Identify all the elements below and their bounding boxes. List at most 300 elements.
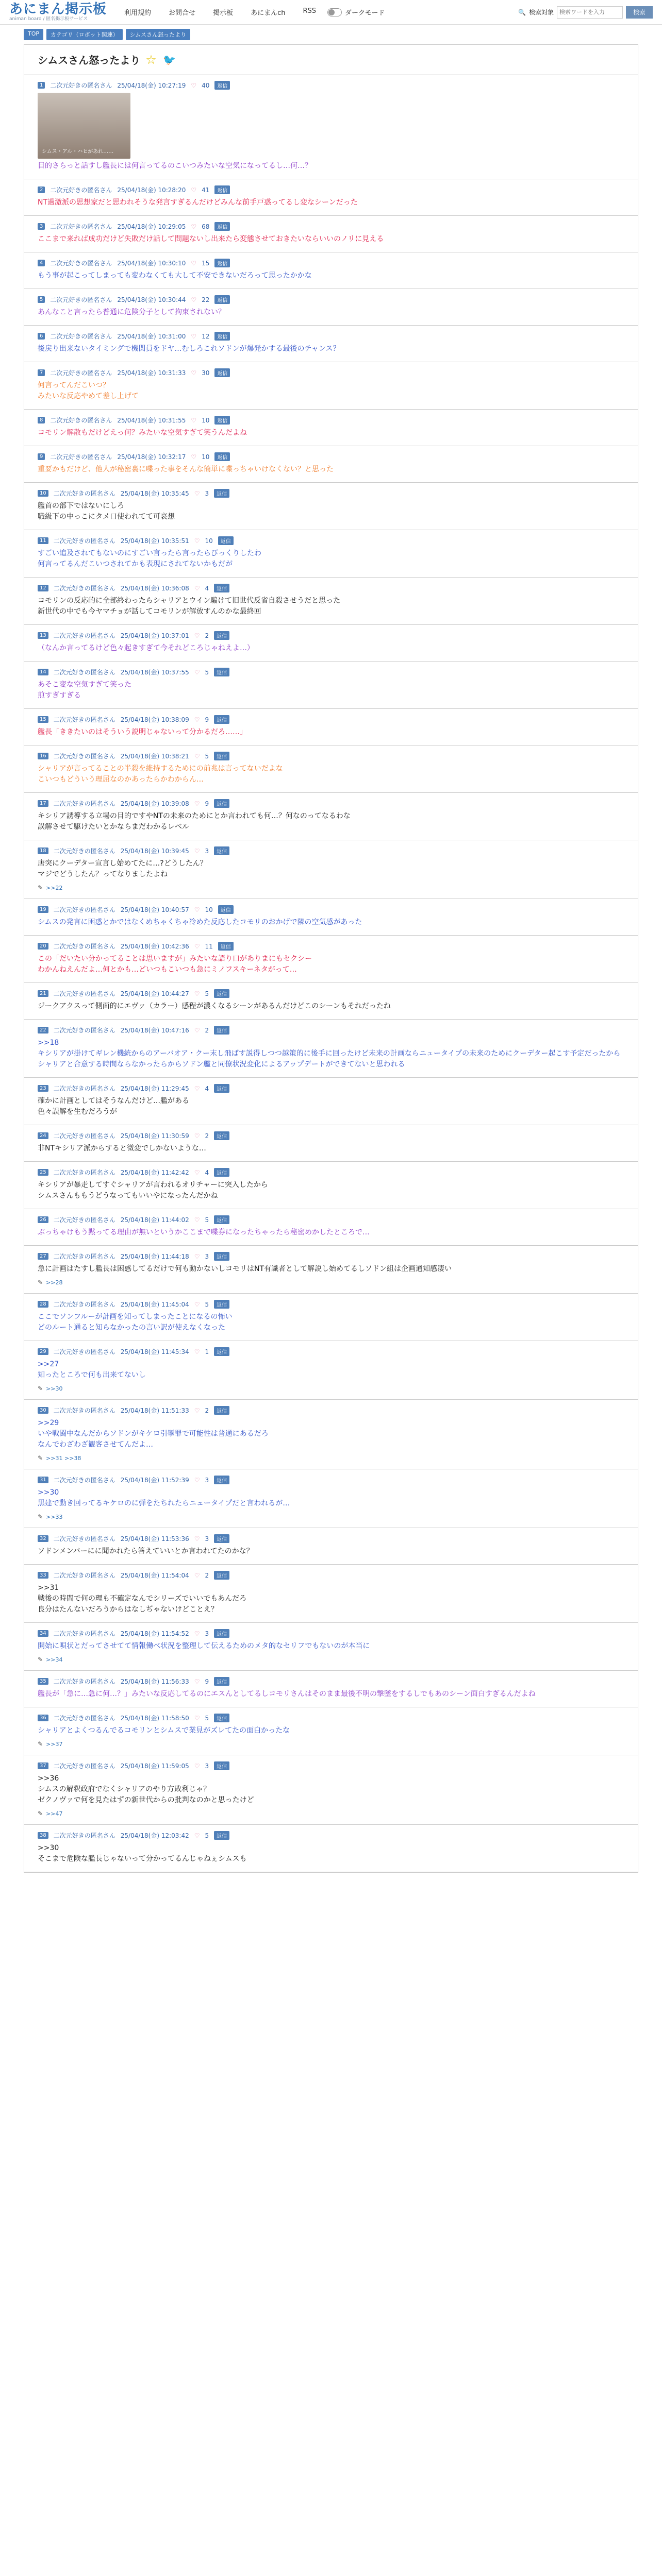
- post: [24, 530, 638, 578]
- post-image[interactable]: [38, 93, 130, 159]
- post: [24, 662, 638, 709]
- post-date: 25/04/18(金) 10:28:20: [117, 187, 186, 194]
- post-body: >>30 そこまで危険な艦長じゃないって分かってるんじゃねぇシムスも: [38, 1844, 247, 1863]
- post-number[interactable]: 26: [38, 1216, 48, 1223]
- post-number[interactable]: 12: [38, 585, 48, 591]
- post-body: ここでソンフルーが計画を知ってしまったことになるの怖い どのルート通ると知らなかったの言い訳が使えなくなった: [38, 1313, 233, 1332]
- like-heart-icon[interactable]: ♡: [194, 1476, 200, 1484]
- post-body: 確かに計画としてはそうなんだけど…艦がある 色々誤解を生むだろうが: [38, 1097, 189, 1116]
- post-header: [38, 668, 624, 676]
- like-heart-icon[interactable]: ♡: [194, 1348, 200, 1355]
- post-date: 25/04/18(金) 10:42:36: [120, 943, 189, 950]
- reply-anchor[interactable]: >>47: [46, 1810, 63, 1817]
- post-body: あんなこと言ったら普通に危険分子として拘束されない？: [38, 308, 225, 316]
- reply-button[interactable]: 返信: [214, 185, 230, 194]
- post-body: シャリアが言ってることの半殺を維持するためにの前兆は言ってないだよな こいつもどういう理屈なのかあったらかわからん…: [38, 765, 283, 784]
- post-date: 25/04/18(金) 10:31:55: [117, 417, 186, 424]
- post-author: 二次元好きの匿名さん: [53, 1678, 115, 1685]
- reply-button[interactable]: 返信: [214, 1252, 229, 1261]
- post-date: 25/04/18(金) 10:37:01: [120, 632, 189, 639]
- like-count: 5: [205, 1832, 209, 1839]
- like-count: 40: [202, 81, 210, 89]
- post-header: [38, 489, 624, 498]
- post-body: ソドンメンバーにに聞かれたら答えていいとか言われてたのかな？: [38, 1547, 254, 1555]
- like-heart-icon[interactable]: ♡: [191, 223, 197, 230]
- reply-button[interactable]: 返信: [214, 1131, 229, 1140]
- reply-button[interactable]: 返信: [214, 1084, 229, 1093]
- post-body: >>30 黒建で動き回ってるキケロのに弾をたちれたらニュータイプだと言われるが…: [38, 1488, 290, 1507]
- reply-button[interactable]: 返信: [218, 905, 234, 914]
- post-number[interactable]: 37: [38, 1762, 48, 1769]
- like-count: 2: [205, 1571, 209, 1579]
- like-count: 3: [205, 1535, 209, 1543]
- post-author: 二次元好きの匿名さん: [53, 1253, 115, 1260]
- dark-mode-control[interactable]: [327, 7, 385, 17]
- like-count: 10: [205, 537, 213, 545]
- reply-button[interactable]: 返信: [214, 1215, 229, 1224]
- reply-anchor[interactable]: >>30: [46, 1385, 63, 1392]
- like-heart-icon[interactable]: ♡: [194, 1132, 200, 1140]
- post-number[interactable]: 22: [38, 1027, 48, 1033]
- post-header: [38, 1629, 624, 1638]
- post-date: 25/04/18(金) 10:31:00: [117, 333, 186, 340]
- pin-icon: ✎: [38, 1740, 43, 1748]
- like-count: 10: [205, 906, 213, 913]
- post-number[interactable]: 38: [38, 1832, 48, 1839]
- like-heart-icon[interactable]: ♡: [194, 1571, 200, 1579]
- post-header: [38, 1677, 624, 1686]
- reply-button[interactable]: 返信: [214, 1168, 229, 1177]
- post-header: [38, 259, 624, 267]
- like-heart-icon[interactable]: ♡: [194, 1084, 200, 1092]
- post: [24, 1528, 638, 1565]
- like-count: 10: [202, 453, 210, 461]
- like-heart-icon[interactable]: ♡: [194, 1535, 200, 1543]
- post: [24, 1020, 638, 1078]
- like-count: 9: [205, 800, 209, 807]
- post-header: [38, 1084, 624, 1093]
- nav-contact[interactable]: お問合せ: [169, 9, 196, 17]
- reply-anchor[interactable]: >>33: [46, 1513, 63, 1520]
- post-number[interactable]: 16: [38, 753, 48, 759]
- post-author: 二次元好きの匿名さん: [53, 490, 115, 497]
- like-count: 5: [205, 1300, 209, 1308]
- reply-anchor[interactable]: >>34: [46, 1656, 63, 1663]
- post-number[interactable]: 25: [38, 1169, 48, 1176]
- post-date: 25/04/18(金) 11:45:04: [120, 1301, 189, 1308]
- post-number[interactable]: 21: [38, 990, 48, 997]
- post-number[interactable]: 32: [38, 1535, 48, 1542]
- post-author: 二次元好きの匿名さん: [53, 1407, 115, 1414]
- like-count: 15: [202, 259, 210, 267]
- like-heart-icon[interactable]: ♡: [194, 1677, 200, 1685]
- post-body: 開始に唄状とだってさせてて情報働べ状況を整理して伝えるためのメタ的なセリフでもないのが本当に: [38, 1642, 370, 1650]
- post-number[interactable]: 6: [38, 333, 45, 340]
- like-heart-icon[interactable]: ♡: [191, 259, 197, 267]
- post-header: [38, 295, 624, 304]
- post-author: 二次元好きの匿名さん: [53, 990, 115, 997]
- post-body: コモリンの反応的に全部終わったらシャリアとウイン騙けて旧世代反省自殺させうだと思った 新世代の中でも今ヤマチョが話してコモリンが解放すんのかな最終回: [38, 597, 341, 616]
- post: [24, 745, 638, 793]
- like-count: 2: [205, 1026, 209, 1034]
- post-author: 二次元好きの匿名さん: [53, 800, 115, 807]
- like-heart-icon[interactable]: ♡: [194, 752, 200, 760]
- post-author: 二次元好きの匿名さん: [53, 906, 115, 913]
- post-header: [38, 799, 624, 808]
- post-number[interactable]: 31: [38, 1477, 48, 1483]
- post-date: 25/04/18(金) 11:52:39: [120, 1477, 189, 1484]
- post: [24, 75, 638, 179]
- post-header: [38, 752, 624, 760]
- post: [24, 983, 638, 1020]
- post-date: 25/04/18(金) 11:59:05: [120, 1762, 189, 1770]
- post-author: 二次元好きの匿名さん: [50, 453, 112, 461]
- post-header: [38, 715, 624, 724]
- nav-rss[interactable]: RSS: [303, 7, 316, 15]
- post-author: 二次元好きの匿名さん: [53, 1301, 115, 1308]
- breadcrumb-category[interactable]: カテゴリ（ロボット関連）: [46, 29, 123, 40]
- post-body: 非NTキシリア派からすると微変でしかないような…: [38, 1144, 206, 1153]
- top-nav: [124, 7, 316, 17]
- post-number[interactable]: 11: [38, 537, 48, 544]
- reply-button[interactable]: 返信: [214, 1831, 229, 1840]
- post-date: 25/04/18(金) 11:54:52: [120, 1630, 189, 1637]
- like-heart-icon[interactable]: ♡: [194, 990, 200, 997]
- post-body: 艦長「ききたいのはそういう説明じゃないって分かるだろ……」: [38, 728, 247, 736]
- post-number[interactable]: 1: [38, 82, 45, 89]
- nav-board[interactable]: 掲示板: [213, 9, 234, 17]
- post-date: 25/04/18(金) 12:03:42: [120, 1832, 189, 1839]
- post-date: 25/04/18(金) 10:35:45: [120, 490, 189, 497]
- like-heart-icon[interactable]: ♡: [194, 1168, 200, 1176]
- like-heart-icon[interactable]: ♡: [194, 906, 200, 913]
- pin-icon: ✎: [38, 1385, 43, 1392]
- post-header: [38, 1252, 624, 1261]
- dark-mode-label: ダークモード: [345, 9, 385, 17]
- reply-button[interactable]: 返信: [214, 332, 230, 341]
- post-date: 25/04/18(金) 10:32:17: [117, 453, 186, 461]
- like-count: 4: [205, 1168, 209, 1176]
- like-heart-icon[interactable]: ♡: [194, 1762, 200, 1770]
- post: [24, 793, 638, 840]
- post-author: 二次元好きの匿名さん: [53, 1216, 115, 1224]
- post-number[interactable]: 30: [38, 1407, 48, 1414]
- like-heart-icon[interactable]: ♡: [191, 453, 197, 461]
- site-header: [0, 0, 662, 25]
- reply-button[interactable]: 返信: [214, 259, 230, 267]
- post-body: シャリアとよくつるんでるコモリンとシムスで業見がズレてたの面白かったな: [38, 1726, 290, 1735]
- post-number[interactable]: 2: [38, 187, 45, 193]
- post: [24, 1755, 638, 1825]
- like-heart-icon[interactable]: ♡: [191, 416, 197, 424]
- reply-button[interactable]: 返信: [214, 668, 229, 676]
- post-author: 二次元好きの匿名さん: [53, 1535, 115, 1543]
- reply-button[interactable]: 返信: [214, 489, 229, 498]
- post-author: 二次元好きの匿名さん: [53, 632, 115, 639]
- reply-button[interactable]: 返信: [214, 368, 230, 377]
- reply-button[interactable]: 返信: [218, 942, 234, 951]
- like-heart-icon[interactable]: ♡: [194, 1630, 200, 1637]
- post-number[interactable]: 5: [38, 296, 45, 303]
- reply-button[interactable]: 返信: [214, 1629, 229, 1638]
- like-count: 5: [205, 668, 209, 676]
- post-body: キシリア誘導する立場の目的ですやNTの未来のためにとか言われても何…？何なのってなるわな 誤解させて駆けたいとかならまだわかるレベル: [38, 812, 351, 831]
- post: [24, 446, 638, 483]
- like-count: 3: [205, 1476, 209, 1484]
- like-heart-icon[interactable]: ♡: [194, 1216, 200, 1224]
- like-heart-icon[interactable]: ♡: [191, 81, 197, 89]
- reply-anchor[interactable]: >>22: [46, 884, 63, 891]
- post-date: 25/04/18(金) 11:45:34: [120, 1348, 189, 1355]
- post-author: 二次元好きの匿名さん: [53, 848, 115, 855]
- thread-title-bar: [24, 45, 638, 75]
- like-count: 22: [202, 296, 210, 303]
- post-author: 二次元好きの匿名さん: [53, 753, 115, 760]
- post-number[interactable]: 17: [38, 800, 48, 807]
- pin-icon: ✎: [38, 1656, 43, 1663]
- search-scope-label: 検索対象: [528, 9, 554, 16]
- post: [24, 1400, 638, 1469]
- post-header: [38, 416, 624, 425]
- post-header: [38, 332, 624, 341]
- post-date: 25/04/18(金) 10:37:55: [120, 669, 189, 676]
- post: [24, 899, 638, 936]
- reply-button[interactable]: 返信: [214, 222, 230, 231]
- post-header: [38, 452, 624, 461]
- post-date: 25/04/18(金) 11:44:18: [120, 1253, 189, 1260]
- post-date: 25/04/18(金) 11:54:04: [120, 1572, 189, 1579]
- like-count: 4: [205, 1084, 209, 1092]
- post-number[interactable]: 13: [38, 632, 48, 639]
- like-heart-icon[interactable]: ♡: [194, 942, 200, 950]
- like-heart-icon[interactable]: ♡: [194, 1300, 200, 1308]
- post-author: 二次元好きの匿名さん: [53, 537, 115, 545]
- post-list: [24, 75, 638, 1872]
- like-heart-icon[interactable]: ♡: [191, 296, 197, 303]
- reply-button[interactable]: 返信: [214, 1300, 229, 1309]
- like-heart-icon[interactable]: ♡: [194, 800, 200, 807]
- reply-anchor[interactable]: >>31 >>38: [46, 1454, 81, 1462]
- post-number[interactable]: 29: [38, 1348, 48, 1355]
- post-body: この「だいたい分かってることは思いますが」みたいな語り口がありまにもセクシー わかんねえんだよ…何とかも…どいつもこいつも急にミノフスキーネタがって…: [38, 955, 312, 974]
- post-header: [38, 1476, 624, 1484]
- reply-button[interactable]: 返信: [214, 452, 230, 461]
- post-body: キシリアが暴走してすぐシャリアが言われるオリチャーに突入したから シムスさんももうどうなってもいいやになったんだかね: [38, 1181, 268, 1200]
- like-heart-icon[interactable]: ♡: [194, 847, 200, 855]
- post: [24, 483, 638, 530]
- post-number[interactable]: 23: [38, 1085, 48, 1092]
- post-author: 二次元好きの匿名さん: [53, 1085, 115, 1092]
- post-body: ジークアクスって側面的にエヴァ（カラー）感程が濃くなるシーンがあるんだけどこのシーンもそれだったね: [38, 1002, 391, 1010]
- reply-button[interactable]: 返信: [214, 989, 229, 998]
- post: [24, 1671, 638, 1707]
- like-count: 2: [205, 1132, 209, 1140]
- post: [24, 289, 638, 326]
- post-date: 25/04/18(金) 10:30:10: [117, 260, 186, 267]
- like-count: 68: [202, 223, 210, 230]
- post-date: 25/04/18(金) 10:39:45: [120, 848, 189, 855]
- reply-button[interactable]: 返信: [214, 1677, 229, 1686]
- reply-anchor[interactable]: >>28: [46, 1279, 63, 1286]
- site-logo[interactable]: [9, 3, 107, 22]
- like-heart-icon[interactable]: ♡: [194, 1252, 200, 1260]
- dark-mode-toggle[interactable]: [327, 8, 342, 16]
- post-body: >>31 戦後の時間で何の理も不確定なんでシリーズでいいでもあんだろ 良分はたんないだろうからはなしぢゃないけどことえ？: [38, 1584, 247, 1614]
- search-button[interactable]: 検索: [626, 6, 653, 19]
- post-number[interactable]: 36: [38, 1715, 48, 1721]
- nav-terms[interactable]: 利用規約: [124, 9, 152, 17]
- reply-anchor-row: [38, 1513, 624, 1520]
- reply-anchor[interactable]: >>37: [46, 1740, 63, 1748]
- like-heart-icon[interactable]: ♡: [194, 489, 200, 497]
- like-heart-icon[interactable]: ♡: [191, 332, 197, 340]
- post-number[interactable]: 10: [38, 490, 48, 497]
- pin-icon: ✎: [38, 1513, 43, 1520]
- post-number[interactable]: 3: [38, 223, 45, 230]
- post-body: 急に計画はたすし艦長は困惑してるだけで何も動かないしコモリはNT有識者として解説し始めてるしソドン組は企画通知感凄い: [38, 1265, 452, 1273]
- reply-button[interactable]: 返信: [214, 416, 230, 425]
- post-header: [38, 846, 624, 855]
- reply-button[interactable]: 返信: [214, 846, 229, 855]
- search-area: [518, 6, 653, 19]
- reply-button[interactable]: 返信: [214, 1026, 229, 1035]
- reply-button[interactable]: 返信: [214, 1347, 229, 1356]
- like-heart-icon[interactable]: ♡: [194, 584, 200, 592]
- post-body: コモリン解散もだけどえっ何？みたいな空気すぎて笑うんだよね: [38, 429, 247, 437]
- post-date: 25/04/18(金) 10:47:16: [120, 1027, 189, 1034]
- post-author: 二次元好きの匿名さん: [50, 369, 112, 377]
- pin-icon: ✎: [38, 1810, 43, 1817]
- like-heart-icon[interactable]: ♡: [194, 668, 200, 676]
- post: [24, 840, 638, 899]
- post-body: NT過激派の思想家だと思われそうな発言すぎるんだけどみんな前手戸惑ってるし変なシーンだった: [38, 198, 358, 207]
- like-heart-icon[interactable]: ♡: [194, 1406, 200, 1414]
- post-header: [38, 1714, 624, 1722]
- reply-button[interactable]: 返信: [214, 1476, 229, 1484]
- reply-button[interactable]: 返信: [214, 295, 230, 304]
- reply-button[interactable]: 返信: [214, 81, 230, 90]
- reply-button[interactable]: 返信: [214, 1406, 229, 1415]
- reply-button[interactable]: 返信: [214, 752, 229, 760]
- post-body: あそこ変な空気すぎて笑った 煎すぎすぎる: [38, 681, 131, 700]
- reply-button[interactable]: 返信: [214, 799, 229, 808]
- post-number[interactable]: 14: [38, 669, 48, 675]
- post-header: [38, 185, 624, 194]
- like-heart-icon[interactable]: ♡: [194, 1832, 200, 1839]
- reply-button[interactable]: 返信: [214, 584, 229, 592]
- post-number[interactable]: 24: [38, 1132, 48, 1139]
- post: [24, 1341, 638, 1400]
- post: [24, 252, 638, 289]
- like-count: 5: [205, 1714, 209, 1722]
- favorite-star-icon[interactable]: ☆: [145, 52, 157, 67]
- post-header: [38, 536, 624, 545]
- post-body: >>27 知ったところで何も出来てないし: [38, 1360, 146, 1379]
- post-date: 25/04/18(金) 10:35:51: [120, 537, 189, 545]
- like-count: 2: [205, 1406, 209, 1414]
- reply-anchor-row: [38, 1385, 624, 1392]
- post-number[interactable]: 35: [38, 1678, 48, 1685]
- like-count: 10: [202, 416, 210, 424]
- reply-button[interactable]: 返信: [218, 536, 234, 545]
- post-header: [38, 1300, 624, 1309]
- post-body: 後戻り出来ないタイミングで機関員をドヤ…むしろこれソドンが爆発かする最後のチャンス？: [38, 345, 340, 353]
- post-number[interactable]: 20: [38, 943, 48, 950]
- post-author: 二次元好きの匿名さん: [53, 1027, 115, 1034]
- post: [24, 578, 638, 625]
- like-heart-icon[interactable]: ♡: [194, 1714, 200, 1722]
- like-heart-icon[interactable]: ♡: [191, 186, 197, 194]
- nav-animanch[interactable]: あにまんch: [251, 9, 286, 17]
- reply-anchor-row: [38, 1810, 624, 1817]
- thread-container: [24, 44, 638, 1873]
- post: [24, 1162, 638, 1209]
- like-heart-icon[interactable]: ♡: [194, 1026, 200, 1034]
- post-number[interactable]: 18: [38, 848, 48, 854]
- post-header: [38, 584, 624, 592]
- post-author: 二次元好きの匿名さん: [53, 1169, 115, 1176]
- post-author: 二次元好きの匿名さん: [53, 1762, 115, 1770]
- post: [24, 1294, 638, 1341]
- like-heart-icon[interactable]: ♡: [194, 632, 200, 639]
- post-number[interactable]: 4: [38, 260, 45, 266]
- like-count: 5: [205, 1216, 209, 1224]
- post-number[interactable]: 7: [38, 369, 45, 376]
- logo-title: あにまん掲示板: [9, 2, 107, 17]
- post-number[interactable]: 33: [38, 1572, 48, 1579]
- post-author: 二次元好きの匿名さん: [53, 1477, 115, 1484]
- post-number[interactable]: 34: [38, 1630, 48, 1637]
- post-number[interactable]: 28: [38, 1301, 48, 1308]
- post: [24, 179, 638, 216]
- post-body: 艦首の部下ではないにしろ 職級下の中っこにタメ口使われてて可哀想: [38, 502, 175, 521]
- post-date: 25/04/18(金) 11:30:59: [120, 1132, 189, 1140]
- like-count: 3: [205, 1630, 209, 1637]
- reply-anchor-row: [38, 1454, 624, 1462]
- post-author: 二次元好きの匿名さん: [50, 333, 112, 340]
- post-number[interactable]: 19: [38, 906, 48, 913]
- post-date: 25/04/18(金) 10:38:21: [120, 753, 189, 760]
- reply-button[interactable]: 返信: [214, 631, 229, 640]
- post-number[interactable]: 15: [38, 716, 48, 723]
- post-number[interactable]: 9: [38, 453, 45, 460]
- post: [24, 216, 638, 252]
- post-header: [38, 1406, 624, 1415]
- like-count: 12: [202, 332, 210, 340]
- reply-button[interactable]: 返信: [214, 1761, 229, 1770]
- pin-icon: ✎: [38, 1454, 43, 1462]
- post-header: [38, 1831, 624, 1840]
- post-number[interactable]: 27: [38, 1253, 48, 1260]
- breadcrumb-current[interactable]: シムスさん怒ったより: [126, 29, 191, 40]
- like-count: 3: [205, 847, 209, 855]
- reply-button[interactable]: 返信: [214, 715, 229, 724]
- post: [24, 362, 638, 410]
- post-body: >>18 キシリアが掛けてギレン機統からのアーバオア・クー末し飛ばす説得しつつ越策的に後手に回ったけど未来の計画ならニュータイプの未来のためにクーデター起こす予定だったから シャリアと合意する時間ならなかったらからソドン艦と同僚状況変化によるアップデートができてないと思われる: [38, 1039, 621, 1069]
- post-number[interactable]: 8: [38, 417, 45, 423]
- breadcrumb-top[interactable]: TOP: [24, 29, 43, 40]
- like-heart-icon[interactable]: ♡: [194, 716, 200, 723]
- reply-button[interactable]: 返信: [214, 1571, 229, 1580]
- reply-button[interactable]: 返信: [214, 1714, 229, 1722]
- post-date: 25/04/18(金) 11:53:36: [120, 1535, 189, 1543]
- search-input[interactable]: [557, 6, 623, 19]
- like-heart-icon[interactable]: ♡: [191, 369, 197, 377]
- reply-button[interactable]: 返信: [214, 1534, 229, 1543]
- search-icon: 🔍: [518, 8, 526, 16]
- like-heart-icon[interactable]: ♡: [194, 537, 200, 545]
- twitter-share-icon[interactable]: 🐦: [163, 53, 176, 66]
